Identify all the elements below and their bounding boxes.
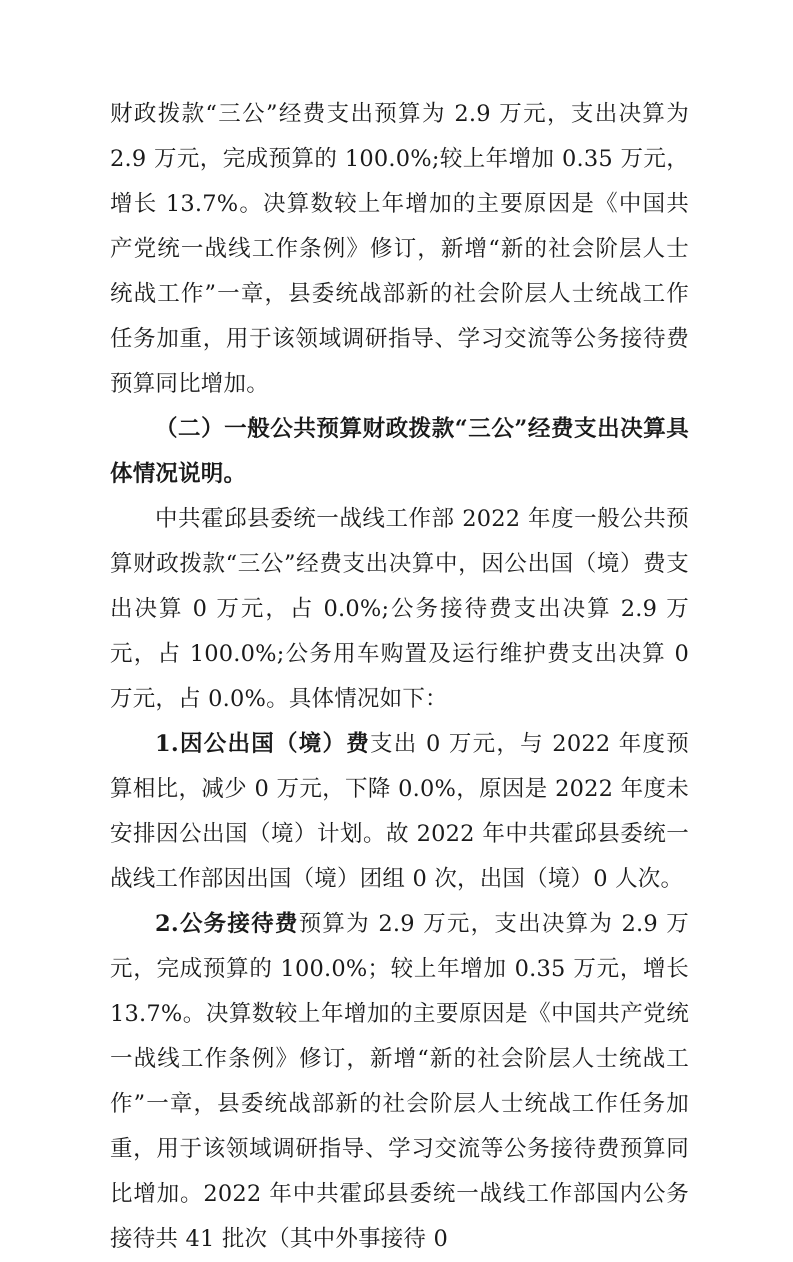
document-body (110, 92, 689, 1262)
paragraph-three-public-funds-overview (110, 92, 689, 407)
paragraph-department-detail (110, 497, 689, 722)
heading-section-two (110, 407, 689, 497)
paragraph-text: 财政拨款“三公”经费支出预算为 2.9 万元，支出决算为 2.9 万元，完成预算的 100.0%;较上年增加 0.35 万元，增长 13.7%。决算数较上年增加的主要原因是《中国共产党统一战线工作条例》修订，新增“新的社会阶层人士统战工作”一章，县委统战部新的社会阶层人士统战工作任务加重，用于该领域调研指导、学习交流等公务接待费预算同比增加。 (110, 101, 689, 397)
item-1-label: 1.因公出国（境）费 (155, 731, 371, 757)
paragraph-item-2-official-reception (110, 902, 689, 1262)
item-1-text: 支出 0 万元，与 2022 年度预算相比，减少 0 万元，下降 0.0%，原因是 2022 年度未安排因公出国（境）计划。故 2022 年中共霍邱县委统一战线工作部因出国（境）团组 0 次，出国（境）0 人次。 (110, 731, 689, 892)
paragraph-item-1-overseas-travel (110, 722, 689, 902)
item-2-label: 2.公务接待费 (155, 911, 299, 937)
paragraph-text: 中共霍邱县委统一战线工作部 2022 年度一般公共预算财政拨款“三公”经费支出决算中，因公出国（境）费支出决算 0 万元，占 0.0%;公务接待费支出决算 2.9 万元，占 100.0%;公务用车购置及运行维护费支出决算 0 万元，占 0.0%。具体情况如下： (110, 506, 689, 712)
heading-text: （二）一般公共预算财政拨款“三公”经费支出决算具体情况说明。 (110, 416, 689, 487)
item-2-text: 预算为 2.9 万元，支出决算为 2.9 万元，完成预算的 100.0%；较上年增加 0.35 万元，增长 13.7%。决算数较上年增加的主要原因是《中国共产党统一战线工作条例》修订，新增“新的社会阶层人士统战工作”一章，县委统战部新的社会阶层人士统战工作任务加重，用于该领域调研指导、学习交流等公务接待费预算同比增加。2022 年中共霍邱县委统一战线工作部国内公务接待共 41 批次（其中外事接待 0 (110, 911, 689, 1252)
